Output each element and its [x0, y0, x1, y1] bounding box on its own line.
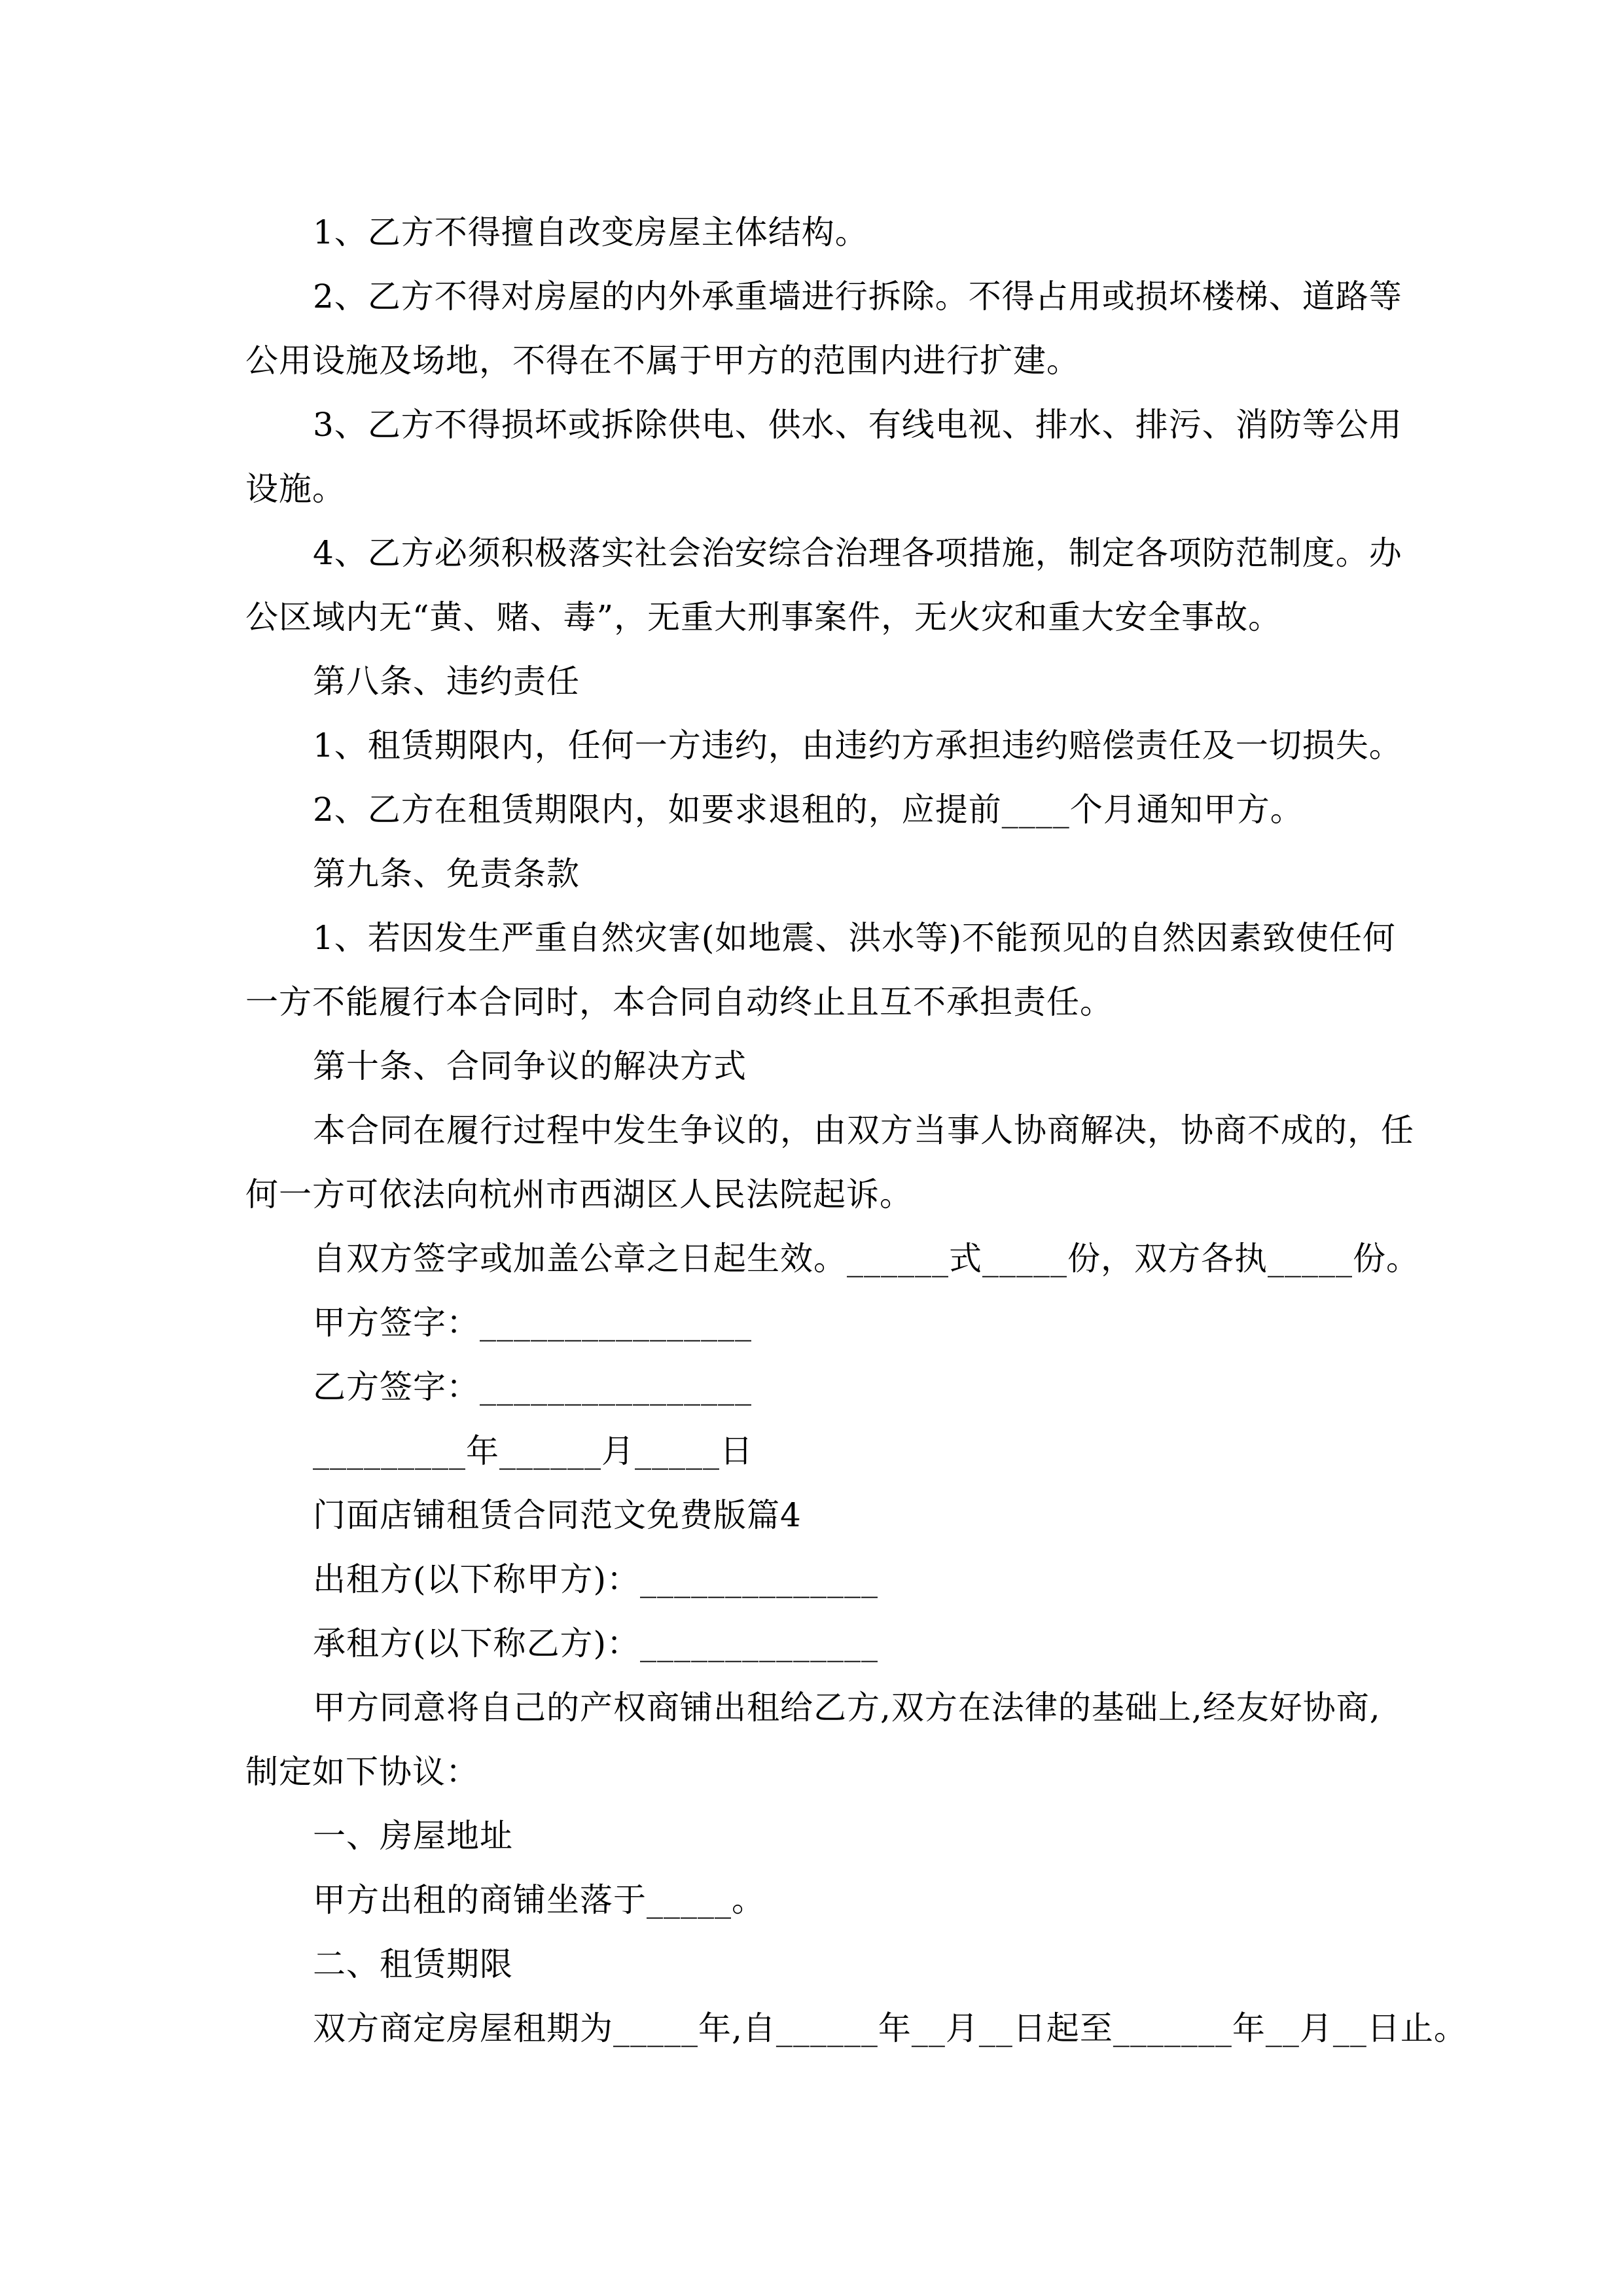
contract-line: 双方商定房屋租期为_____年,自______年__月__日起至_______年__月__日止。 [313, 2009, 1467, 2047]
contract-title: 门面店铺租赁合同范文免费版篇4 [313, 1496, 802, 1534]
lessee-line: 承租方(以下称乙方)：______________ [313, 1624, 879, 1662]
lessor-line: 出租方(以下称甲方)：______________ [313, 1560, 879, 1598]
contract-line: 甲方出租的商铺坐落于_____。 [313, 1881, 765, 1919]
contract-line: 制定如下协议： [245, 1753, 479, 1791]
contract-line: 公用设施及场地，不得在不属于甲方的范围内进行扩建。 [245, 342, 1080, 380]
party-a-signature-line: 甲方签字：________________ [313, 1304, 752, 1342]
contract-line: 甲方同意将自己的产权商铺出租给乙方,双方在法律的基础上,经友好协商, [313, 1689, 1381, 1727]
contract-section-heading: 一、房屋地址 [313, 1817, 513, 1855]
contract-line: 自双方签字或加盖公章之日起生效。______式_____份，双方各执_____份。 [313, 1240, 1419, 1278]
contract-section-heading: 第八条、违约责任 [313, 662, 580, 700]
contract-line: 何一方可依法向杭州市西湖区人民法院起诉。 [245, 1175, 913, 1213]
contract-text-block [0, 200, 1623, 2060]
contract-section-heading: 二、租赁期限 [313, 1945, 513, 1983]
contract-line: 1、若因发生严重自然灾害(如地震、洪水等)不能预见的自然因素致使任何 [313, 919, 1396, 957]
date-line: _________年______月_____日 [313, 1432, 753, 1470]
contract-line: 1、租赁期限内，任何一方违约，由违约方承担违约赔偿责任及一切损失。 [313, 726, 1402, 764]
contract-line: 4、乙方必须积极落实社会治安综合治理各项措施，制定各项防范制度。办 [313, 534, 1402, 572]
party-b-signature-line: 乙方签字：________________ [313, 1368, 752, 1406]
contract-line: 2、乙方不得对房屋的内外承重墙进行拆除。不得占用或损坏楼梯、道路等 [313, 278, 1402, 315]
contract-line: 设施。 [245, 470, 346, 508]
contract-line: 2、乙方在租赁期限内，如要求退租的，应提前____个月通知甲方。 [313, 791, 1304, 829]
contract-line: 3、乙方不得损坏或拆除供电、供水、有线电视、排水、排污、消防等公用 [313, 406, 1402, 444]
contract-line: 一方不能履行本合同时，本合同自动终止且互不承担责任。 [245, 983, 1113, 1021]
contract-line: 公区域内无“黄、赌、毒”，无重大刑事案件，无火灾和重大安全事故。 [245, 598, 1282, 636]
contract-section-heading: 第九条、免责条款 [313, 855, 580, 893]
contract-line: 1、乙方不得擅自改变房屋主体结构。 [313, 213, 868, 251]
contract-line: 本合同在履行过程中发生争议的，由双方当事人协商解决，协商不成的，任 [313, 1111, 1414, 1149]
contract-section-heading: 第十条、合同争议的解决方式 [313, 1047, 747, 1085]
